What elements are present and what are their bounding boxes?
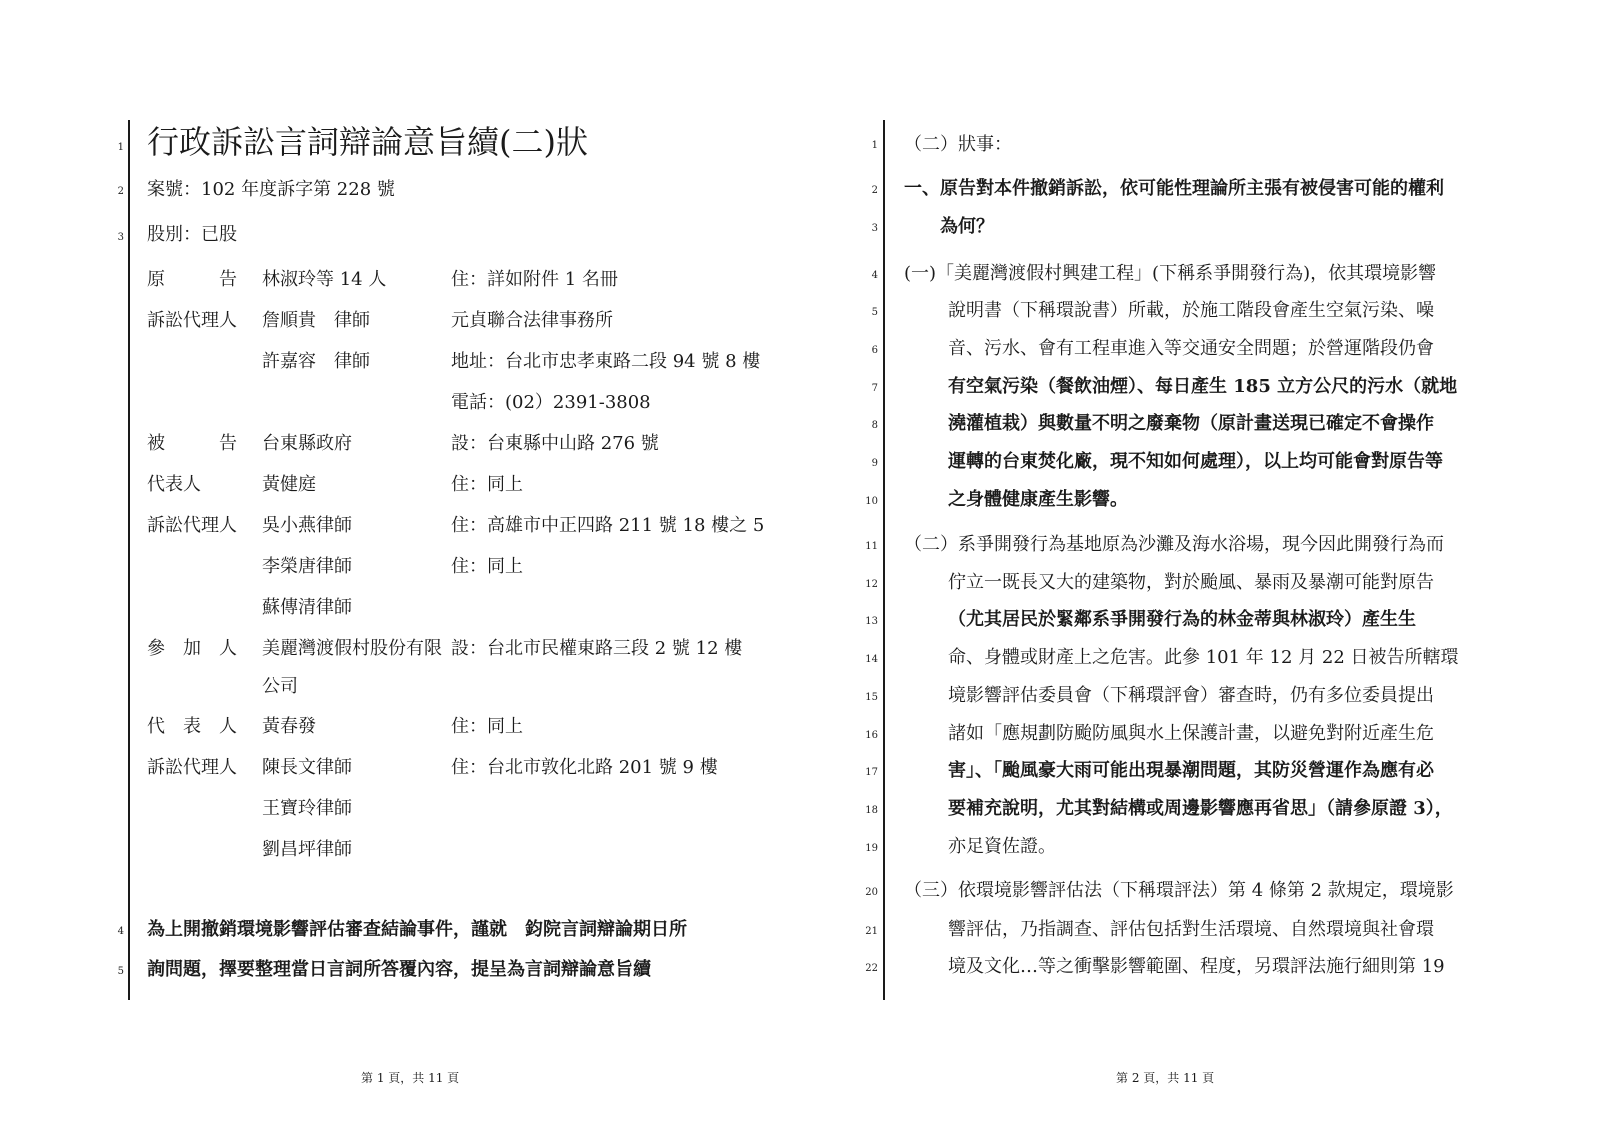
body-line: 境及文化…等之衝擊影響範圍、程度，另環評法施行細則第 19 [948, 956, 1445, 977]
line-number: 1 [117, 142, 124, 153]
body-line: （三）依環境影響評估法（下稱環評法）第 4 條第 2 款規定，環境影 [904, 880, 1454, 901]
party-name: 台東縣政府 [262, 433, 352, 454]
question-heading: 一、原告對本件撤銷訴訟，依可能性理論所主張有被侵害可能的權利 [904, 178, 1444, 199]
body-line: 命、身體或財產上之危害。此參 101 年 12 月 22 日被告所轄環 [948, 647, 1459, 668]
body-line: （二）系爭開發行為基地原為沙灘及海水浴場，現今因此開發行為而 [904, 534, 1444, 555]
question-heading: 為何？ [940, 216, 994, 237]
body-line: 諸如「應規劃防颱防風與水上保護計畫，以避免對附近產生危 [948, 723, 1434, 744]
closing-paragraph-line: 詢問題，擇要整理當日言詞所答覆內容，提呈為言詞辯論意旨續 [147, 959, 651, 980]
body-line: 之身體健康產生影響。 [948, 489, 1128, 510]
party-role: 訴訟代理人 [147, 515, 237, 536]
line-number: 7 [871, 383, 878, 394]
document-title: 行政訴訟言詞辯論意旨續(二)狀 [147, 123, 588, 161]
party-name: 劉昌坪律師 [262, 839, 352, 860]
party-address: 地址：台北市忠孝東路二段 94 號 8 樓 [451, 351, 761, 372]
line-number: 9 [871, 458, 878, 469]
party-address: 住：高雄市中正四路 211 號 18 樓之 5 [451, 515, 765, 536]
line-number: 11 [865, 541, 878, 552]
line-number: 10 [865, 496, 878, 507]
line-number: 8 [871, 420, 878, 431]
line-number: 19 [865, 843, 878, 854]
party-address: 住：同上 [451, 556, 523, 577]
party-address: 住：台北市敦化北路 201 號 9 樓 [451, 757, 718, 778]
line-number: 2 [871, 185, 878, 196]
left-margin-rule [128, 120, 130, 1000]
party-name: 李榮唐律師 [262, 556, 352, 577]
body-line: 響評估，乃指調查、評估包括對生活環境、自然環境與社會環 [948, 919, 1434, 940]
party-role: 參 加 人 [147, 638, 237, 659]
line-number: 12 [865, 579, 878, 590]
line-number: 1 [871, 140, 878, 151]
party-address: 住：同上 [451, 474, 523, 495]
line-number: 5 [117, 966, 124, 977]
line-number: 20 [865, 887, 878, 898]
party-address: 元貞聯合法律事務所 [451, 310, 613, 331]
party-role: 原 告 [147, 269, 237, 290]
body-line: 運轉的台東焚化廠，現不知如何處理），以上均可能會對原告等 [948, 451, 1443, 472]
body-line: 說明書（下稱環說書）所載，於施工階段會產生空氣污染、噪 [948, 300, 1434, 321]
line-number: 18 [865, 805, 878, 816]
line-number: 21 [865, 926, 878, 937]
party-address: 住：詳如附件 1 名冊 [451, 269, 618, 290]
body-line: （尤其居民於緊鄰系爭開發行為的林金蒂與林淑玲）產生生 [948, 609, 1416, 630]
right-margin-rule [883, 120, 885, 1000]
party-name: 黃健庭 [262, 474, 316, 495]
body-line: 害」、「颱風豪大雨可能出現暴潮問題，其防災營運作為應有必 [948, 760, 1434, 781]
page-footer: 第 2 頁，共 11 頁 [1116, 1071, 1215, 1085]
party-name: 蘇傳清律師 [262, 597, 352, 618]
line-number: 16 [865, 730, 878, 741]
party-role: 訴訟代理人 [147, 757, 237, 778]
right-page [800, 0, 1600, 1130]
party-name: 詹順貴 律師 [262, 310, 370, 331]
line-number: 14 [865, 654, 878, 665]
party-role: 訴訟代理人 [147, 310, 237, 331]
line-number: 13 [865, 616, 878, 627]
line-number: 3 [871, 223, 878, 234]
party-address: 住：同上 [451, 716, 523, 737]
closing-paragraph-line: 為上開撤銷環境影響評估審查結論事件，謹就 鈞院言詞辯論期日所 [147, 919, 687, 940]
party-name: 陳長文律師 [262, 757, 352, 778]
body-line: 佇立一既長又大的建築物，對於颱風、暴雨及暴潮可能對原告 [948, 572, 1434, 593]
party-name: 吳小燕律師 [262, 515, 352, 536]
page-footer: 第 1 頁，共 11 頁 [361, 1071, 460, 1085]
case-number: 案號：102 年度訴字第 228 號 [147, 179, 395, 200]
party-role: 代表人 [147, 474, 201, 495]
party-address: 設：台東縣中山路 276 號 [451, 433, 659, 454]
party-name: 美麗灣渡假村股份有限 [262, 638, 442, 659]
party-address: 電話：(02）2391-3808 [451, 392, 651, 413]
division: 股別：已股 [147, 224, 237, 245]
party-address: 設：台北市民權東路三段 2 號 12 樓 [451, 638, 743, 659]
line-number: 22 [865, 963, 878, 974]
party-name: 王寶玲律師 [262, 798, 352, 819]
line-number: 17 [865, 767, 878, 778]
line-number: 3 [117, 232, 124, 243]
line-number: 4 [117, 926, 124, 937]
party-role: 代 表 人 [147, 716, 237, 737]
body-line: 澆灌植栽）與數量不明之廢棄物（原計畫送現已確定不會操作 [948, 413, 1434, 434]
body-line: 亦足資佐證。 [948, 836, 1056, 857]
body-line: (一)「美麗灣渡假村興建工程」(下稱系爭開發行為)，依其環境影響 [904, 263, 1437, 284]
line-number: 5 [871, 307, 878, 318]
body-line: 音、污水、會有工程車進入等交通安全問題；於營運階段仍會 [948, 338, 1434, 359]
party-name: 黃春發 [262, 716, 316, 737]
line-number: 4 [871, 270, 878, 281]
party-role: 被 告 [147, 433, 237, 454]
party-name: 許嘉容 律師 [262, 351, 370, 372]
body-line: 有空氣污染（餐飲油煙）、每日產生 185 立方公尺的污水（就地 [948, 376, 1458, 397]
section-heading: （二）狀事： [904, 134, 1012, 155]
line-number: 15 [865, 692, 878, 703]
line-number: 6 [871, 345, 878, 356]
body-line: 要補充說明，尤其對結構或周邊影響應再省思」（請參原證 3）， [948, 798, 1453, 819]
party-name: 林淑玲等 14 人 [262, 269, 387, 290]
party-name: 公司 [262, 676, 298, 697]
line-number: 2 [117, 186, 124, 197]
body-line: 境影響評估委員會（下稱環評會）審查時，仍有多位委員提出 [948, 685, 1434, 706]
